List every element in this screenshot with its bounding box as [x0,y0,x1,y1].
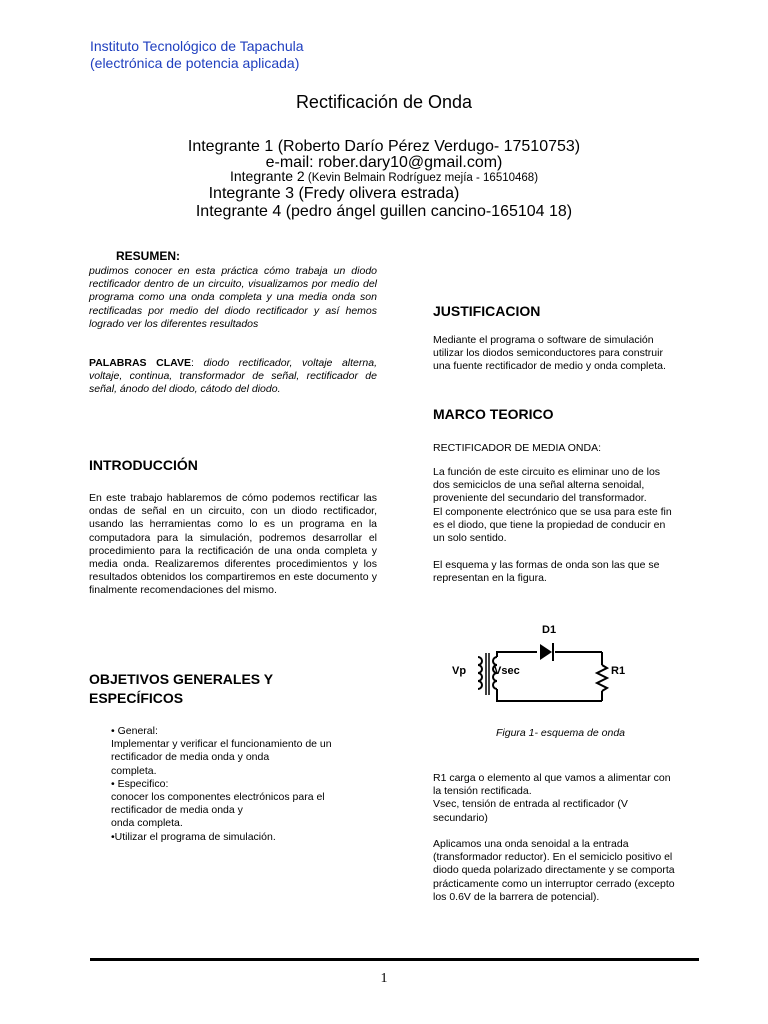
marco-paragraph-2 [433,559,659,585]
marco-p4-line-3: diodo queda polarizado directamente y se comporta [433,864,675,877]
institution-name: Instituto Tecnológico de Tapachula [90,38,304,54]
wire-bottom [497,689,602,701]
especifico-label: • Especifico: [111,777,169,790]
objetivos-heading [89,670,273,708]
marco-p2-line-2: representan en la figura. [433,572,547,585]
marco-teorico-heading: MARCO TEORICO [433,406,554,422]
author-2 [0,168,768,186]
introduccion-heading: INTRODUCCIÓN [89,457,198,473]
justificacion-line-3: una fuente rectificador de medio y onda completa. [433,360,666,373]
wire-top-left [497,652,537,657]
diode-d1 [540,644,552,660]
marco-p4-line-4: prácticamente como un interruptor cerrado (excepto [433,877,675,890]
marco-p3-line-3: Vsec, tensión de entrada al rectificador (V [433,798,628,811]
marco-paragraph-4 [433,838,675,904]
label-d1: D1 [542,624,557,636]
marco-p1-line-3: proveniente del secundario del transformador. [433,492,647,505]
author-2-details: (Kevin Belmain Rodríguez mejía - 16510468) [304,172,539,184]
primary-coil [478,657,482,689]
marco-p4-line-5: los 0.6V de la barrera de potencial). [433,890,600,903]
palabras-clave-label: PALABRAS CLAVE [89,357,191,369]
marco-p3-line-1: R1 carga o elemento al que vamos a alimentar con [433,772,671,784]
justificacion-text [433,334,666,374]
objetivos-heading-line2: ESPECÍFICOS [89,690,184,706]
introduccion-text: En este trabajo hablaremos de cómo podemos rectificar las ondas de señal en un circuito, con un diodo rectificador, usando las herramientas como lo es un programa en la computadora para la simulación, podremos desarrollar el procedimiento para la rectificación de una onda completa y media onda. Realizaremos diferentes procedimientos y los resultados obtenidos los compartiremos en este documento y finalmente recomendaciones del mismo. [89,492,377,597]
general-line-2: rectificador de media onda y onda [111,751,270,764]
marco-p1-line-4: El componente electrónico que se usa para este fin [433,505,672,518]
utilizar-item: •Utilizar el programa de simulación. [111,830,276,843]
document-title: Rectificación de Onda [295,92,473,112]
label-vp: Vp [452,665,467,677]
resumen-text: pudimos conocer en esta práctica cómo trabaja un diodo rectificador dentro de un circuito, visualizamos por medio del programa como una onda completa y una media onda son rectificadas por medio del diodo rectificador y así hemos logrado ver los diferentes resultados [89,265,377,330]
label-vsec: Vsec [494,665,520,677]
especifico-line-2: rectificador de media onda y [111,804,243,817]
palabras-clave-text: diodo rectificador, voltaje alterna, voltaje, continua, transformador de señal, rectificador de señal, ánodo del diodo, cátodo del diodo. [89,357,377,396]
justificacion-heading: JUSTIFICACION [433,303,541,319]
especifico-line-1: conocer los componentes electrónicos para el [111,791,325,804]
institution-subtitle: (electrónica de potencia aplicada) [90,55,300,71]
resistor-r1 [597,665,607,691]
resumen-heading: RESUMEN: [116,249,181,263]
palabras-clave-colon: : [190,357,194,369]
marco-p1-line-1: La función de este circuito es eliminar uno de los [433,466,661,478]
marco-p1-line-2: dos semiciclos de una señal alterna senoidal, [433,479,645,492]
marco-p1-line-6: un solo sentido. [433,532,507,545]
media-onda-subheading: RECTIFICADOR DE MEDIA ONDA: [433,442,602,454]
marco-p4-line-2: (transformador reductor). En el semiciclo positivo el [433,851,673,864]
marco-p1-line-5: es el diodo, que tiene la propiedad de conducir en [433,518,666,531]
page-number: 1 [380,971,388,986]
justificacion-line-2: utilizar los diodos semiconductores para construir [433,347,663,360]
author-4: Integrante 4 (pedro ángel guillen cancino-165104 18) [195,203,573,220]
marco-p3-line-4: secundario) [433,811,488,824]
marco-p2-line-1: El esquema y las formas de onda son las que se [433,559,660,571]
general-line-3: completa. [111,764,157,777]
label-r1: R1 [611,665,626,677]
general-label: • General: [111,725,158,737]
author-3: Integrante 3 (Fredy olivera estrada) [208,185,460,202]
author-1: Integrante 1 (Roberto Darío Pérez Verdugo- 17510753) [187,138,581,155]
general-line-1: Implementar y verificar el funcionamiento de un [111,738,332,751]
marco-paragraph-1 [433,466,672,545]
rectifier-circuit-diagram [440,615,640,715]
marco-p4-line-1: Aplicamos una onda senoidal a la entrada [433,838,629,850]
marco-paragraph-3 [433,772,671,825]
author-email: e-mail: rober.dary10@gmail.com) [265,154,503,171]
palabras-clave [89,357,377,397]
footer-rule [90,958,699,961]
objetivos-heading-line1: OBJETIVOS GENERALES Y [89,671,274,687]
marco-p3-line-2: la tensión rectificada. [433,785,532,798]
objetivos-list [111,725,332,844]
figure-caption: Figura 1- esquema de onda [496,727,625,739]
institution-header [90,38,304,72]
justificacion-line-1: Mediante el programa o software de simulación [433,334,654,346]
especifico-line-3: onda completa. [111,817,183,830]
author-2-label: Integrante 2 [229,168,305,184]
